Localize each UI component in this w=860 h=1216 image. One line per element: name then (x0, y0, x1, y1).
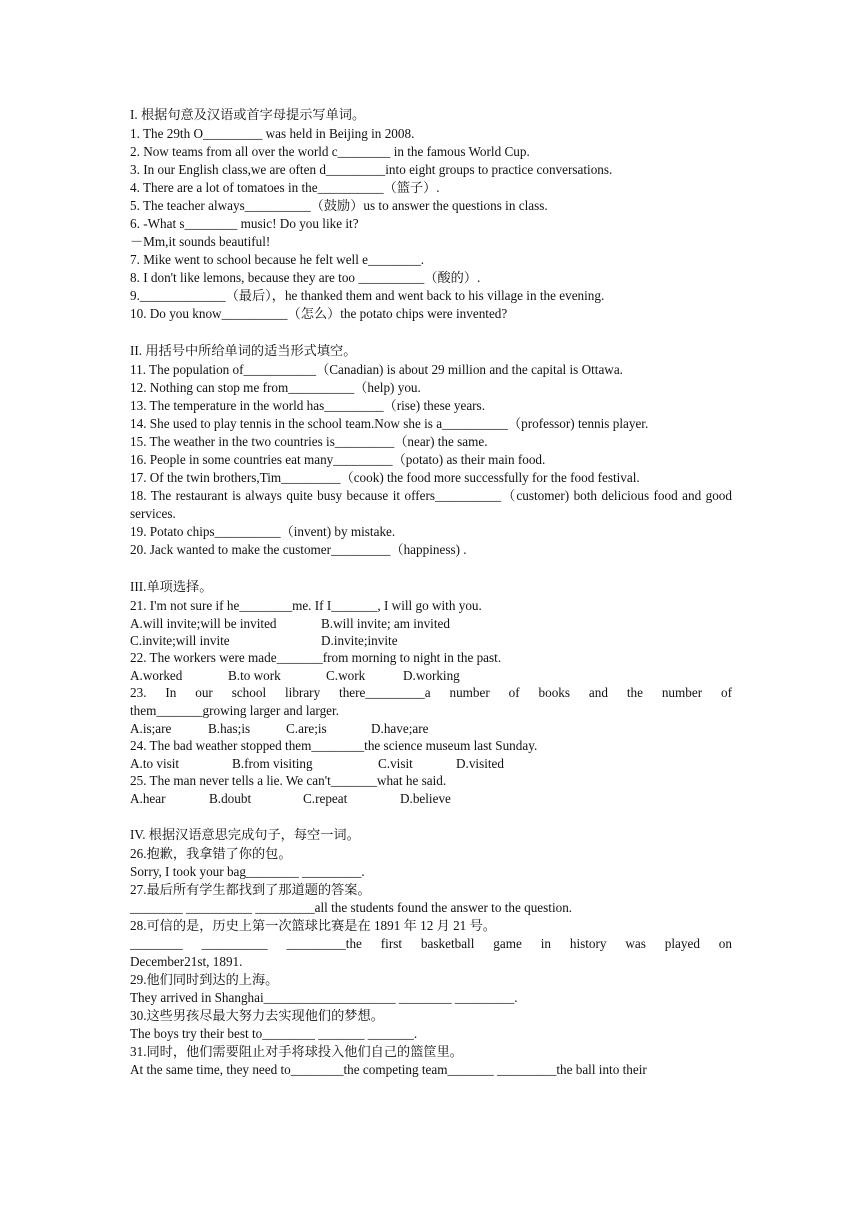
question-line: 18. The restaurant is always quite busy because it offers__________（customer) both delicious food and good services. (130, 488, 732, 521)
option: D.visited (456, 756, 504, 771)
section-spacer (130, 807, 732, 826)
section-3-heading: III.单项选择。 (130, 579, 213, 594)
question-line: They arrived in Shanghai____________________ ________ _________. (130, 990, 518, 1005)
question-line: 8. I don't like lemons, because they are too __________（酸的）. (130, 270, 481, 285)
question-line: 1. The 29th O_________ was held in Beijing in 2008. (130, 126, 415, 141)
option: C.work (326, 668, 366, 683)
question-line: 23. In our school library there_________a number of books and the number of (130, 685, 732, 700)
question-line: 7. Mike went to school because he felt well e________. (130, 252, 425, 267)
option: B.from visiting (232, 756, 313, 771)
question-line: The boys try their best to________ _______ _______. (130, 1026, 418, 1041)
option: A.hear (130, 791, 166, 806)
question-line: ________ __________ _________the first basketball game in history was played on (130, 936, 732, 951)
question-line: 14. She used to play tennis in the school team.Now she is a__________（professor) tennis player. (130, 416, 649, 431)
question-line: 20. Jack wanted to make the customer_________（happiness) . (130, 542, 467, 557)
answer-options (130, 755, 732, 772)
question-line: 31.同时，他们需要阻止对手将球投入他们自己的篮筐里。 (130, 1044, 463, 1059)
answer-options (130, 615, 732, 632)
option: A.is;are (130, 721, 172, 736)
section-1-heading: I. 根据句意及汉语或首字母提示写单词。 (130, 107, 366, 122)
option: D.have;are (371, 721, 429, 736)
option: B.doubt (209, 791, 252, 806)
section-2-heading: II. 用括号中所给单词的适当形式填空。 (130, 343, 357, 358)
question-line: 29.他们同时到达的上海。 (130, 972, 279, 987)
question-line: 11. The population of___________（Canadian) is about 29 million and the capital is Ottawa. (130, 362, 623, 377)
option: B.has;is (208, 721, 251, 736)
option: C.are;is (286, 721, 327, 736)
option: A.to visit (130, 756, 180, 771)
option: B.to work (228, 668, 281, 683)
question-line: 19. Potato chips__________（invent) by mistake. (130, 524, 396, 539)
question-line: them_______growing larger and larger. (130, 703, 339, 718)
question-line: 3. In our English class,we are often d_________into eight groups to practice conversations. (130, 162, 613, 177)
option: D.believe (400, 791, 451, 806)
question-line: December21st, 1891. (130, 954, 243, 969)
question-line: 4. There are a lot of tomatoes in the__________（篮子）. (130, 180, 440, 195)
option: D.working (403, 668, 460, 683)
question-line: 22. The workers were made_______from morning to night in the past. (130, 650, 502, 665)
question-line: －Mm,it sounds beautiful! (130, 234, 271, 249)
answer-options (130, 720, 732, 737)
question-line: ________ __________ _________all the students found the answer to the question. (130, 900, 573, 915)
question-line: 9._____________（最后），he thanked them and went back to his village in the evening. (130, 288, 605, 303)
question-line: 26.抱歉，我拿错了你的包。 (130, 846, 292, 861)
question-line: At the same time, they need to________the competing team_______ _________the ball into their (130, 1062, 647, 1077)
question-line: 24. The bad weather stopped them________the science museum last Sunday. (130, 738, 538, 753)
question-line: 17. Of the twin brothers,Tim_________（cook) the food more successfully for the food festival. (130, 470, 640, 485)
question-line: 15. The weather in the two countries is_________（near) the same. (130, 434, 488, 449)
question-line: 10. Do you know__________（怎么）the potato chips were invented? (130, 306, 508, 321)
question-line: 21. I'm not sure if he________me. If I_______, I will go with you. (130, 598, 482, 613)
option: A.will invite;will be invited (130, 616, 277, 631)
option: A.worked (130, 668, 183, 683)
worksheet (130, 106, 732, 1079)
option: D.invite;invite (321, 633, 398, 648)
question-line: Sorry, I took your bag________ _________. (130, 864, 365, 879)
question-line: 6. -What s________ music! Do you like it? (130, 216, 359, 231)
question-line: 16. People in some countries eat many_________（potato) as their main food. (130, 452, 546, 467)
question-line: 30.这些男孩尽最大努力去实现他们的梦想。 (130, 1008, 384, 1023)
answer-options (130, 632, 732, 649)
question-line: 27.最后所有学生都找到了那道题的答案。 (130, 882, 371, 897)
answer-options (130, 790, 732, 807)
option: C.repeat (303, 791, 348, 806)
section-spacer (130, 323, 732, 342)
question-line: 2. Now teams from all over the world c________ in the famous World Cup. (130, 144, 530, 159)
question-line: 28.可信的是，历史上第一次篮球比赛是在 1891 年 12 月 21 号。 (130, 918, 496, 933)
question-line: 5. The teacher always__________（鼓励）us to answer the questions in class. (130, 198, 548, 213)
option: B.will invite; am invited (321, 616, 450, 631)
question-line: 13. The temperature in the world has_________（rise) these years. (130, 398, 485, 413)
section-4-heading: IV. 根据汉语意思完成句子，每空一词。 (130, 827, 360, 842)
option: C.visit (378, 756, 413, 771)
answer-options (130, 667, 732, 684)
section-spacer (130, 559, 732, 578)
question-line: 12. Nothing can stop me from__________（help) you. (130, 380, 421, 395)
option: C.invite;will invite (130, 633, 230, 648)
question-line: 25. The man never tells a lie. We can't_______what he said. (130, 773, 447, 788)
